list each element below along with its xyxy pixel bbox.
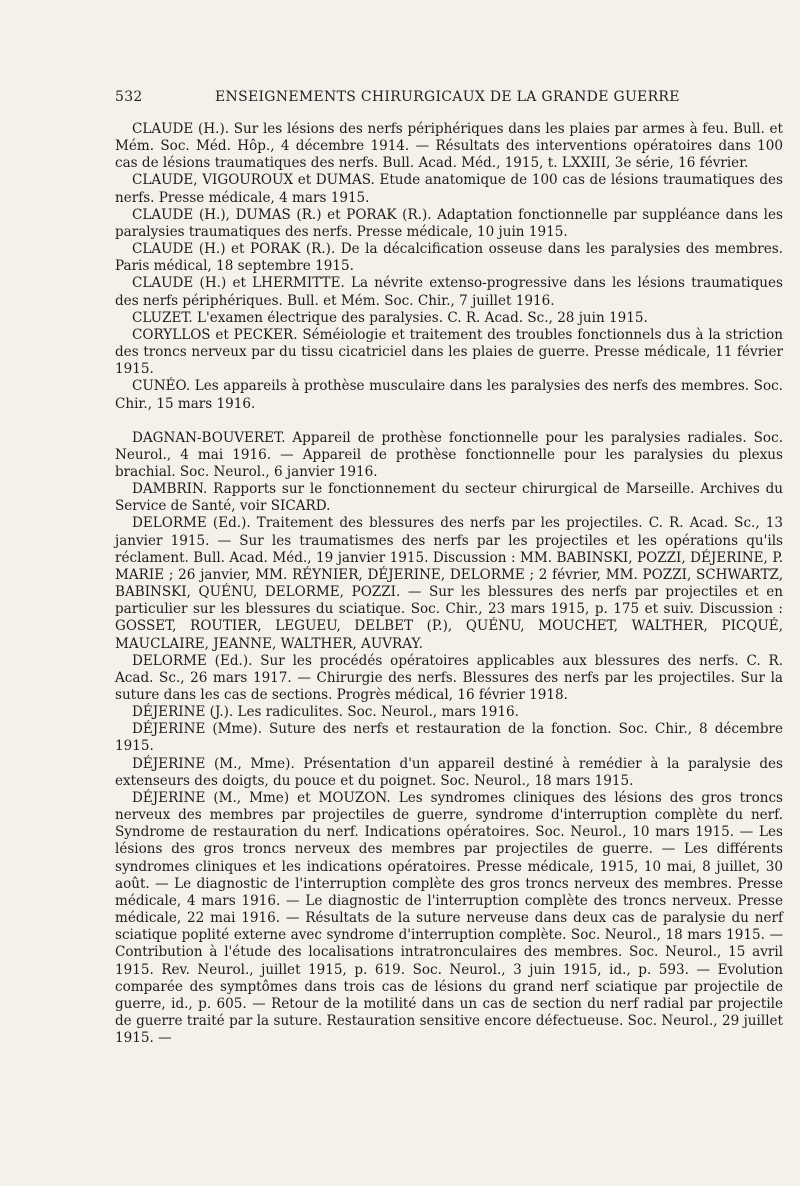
bibliography-entry: DÉJERINE (M., Mme). Présentation d'un appareil destiné à remédier à la paralysie des extenseurs des doigts, du pouce et du poignet. Soc. Neurol., 18 mars 1915. <box>115 755 783 789</box>
bibliography-entry: CLAUDE (H.) et LHERMITTE. La névrite extenso-progressive dans les lésions traumatiques des nerfs périphériques. Bull. et Mém. Soc. Chir., 7 juillet 1916. <box>115 275 783 309</box>
bibliography-entry: CLAUDE (H.), DUMAS (R.) et PORAK (R.). Adaptation fonctionnelle par suppléance dans les paralysies traumatiques des nerfs. Presse médicale, 10 juin 1915. <box>115 206 783 240</box>
bibliography-entry: CLAUDE, VIGOUROUX et DUMAS. Etude anatomique de 100 cas de lésions traumatiques des nerfs. Presse médicale, 4 mars 1915. <box>115 172 783 206</box>
bibliography-list <box>115 121 783 1047</box>
bibliography-entry: DÉJERINE (Mme). Suture des nerfs et restauration de la fonction. Soc. Chir., 8 décembre 1915. <box>115 721 783 755</box>
bibliography-entry: DELORME (Ed.). Traitement des blessures des nerfs par les projectiles. C. R. Acad. Sc., 13 janvier 1915. — Sur les traumatismes des nerfs par les projectiles et les opérations qu'ils réclament. Bull. Acad. Méd., 19 janvier 1915. Discussion : MM. BABINSKI, POZZI, DÉJERINE, P. MARIE ; 26 janvier, MM. RÉYNIER, DÉJERINE, DELORME ; 2 février, MM. POZZI, SCHWARTZ, BABINSKI, QUÉNU, DELORME, POZZI. — Sur les blessures des nerfs par projectiles et en particulier sur les blessures du sciatique. Soc. Chir., 23 mars 1915, p. 175 et suiv. Discussion : GOSSET, ROUTIER, LEGUEU, DELBET (P.), QUÉNU, MOUCHET, WALTHER, PICQUÉ, MAUCLAIRE, JEANNE, WALTHER, AUVRAY. <box>115 515 783 652</box>
bibliography-entry: CLAUDE (H.) et PORAK (R.). De la décalcification osseuse dans les paralysies des membres. Paris médical, 18 septembre 1915. <box>115 241 783 275</box>
bibliography-entry: CLAUDE (H.). Sur les lésions des nerfs périphériques dans les plaies par armes à feu. Bull. et Mém. Soc. Méd. Hôp., 4 décembre 1914. — Résultats des interventions opératoires dans 100 cas de lésions traumatiques des nerfs. Bull. Acad. Méd., 1915, t. LXXIII, 3e série, 16 février. <box>115 121 783 172</box>
bibliography-entry: CLUZET. L'examen électrique des paralysies. C. R. Acad. Sc., 28 juin 1915. <box>132 309 648 326</box>
bibliography-entry: DÉJERINE (J.). Les radiculites. Soc. Neurol., mars 1916. <box>132 704 519 721</box>
bibliography-entry: CUNÉO. Les appareils à prothèse musculaire dans les paralysies des nerfs des membres. Soc. Chir., 15 mars 1916. <box>115 378 783 412</box>
bibliography-entry: DELORME (Ed.). Sur les procédés opératoires applicables aux blessures des nerfs. C. R. Acad. Sc., 26 mars 1917. — Chirurgie des nerfs. Blessures des nerfs par les projectiles. Sur la suture dans les cas de sections. Progrès médical, 16 février 1918. <box>115 652 783 703</box>
bibliography-entry: DAMBRIN. Rapports sur le fonctionnement du secteur chirurgical de Marseille. Archives du Service de Santé, voir SICARD. <box>115 481 783 515</box>
page-number: 532 <box>115 89 143 105</box>
running-title: ENSEIGNEMENTS CHIRURGICAUX DE LA GRANDE GUERRE <box>215 89 680 105</box>
bibliography-entry: DÉJERINE (M., Mme) et MOUZON. Les syndromes cliniques des lésions des gros troncs nerveux des membres par projectiles de guerre, syndrome d'interruption complète du nerf. Syndrome de restauration du nerf. Indications opératoires. Soc. Neurol., 10 mars 1915. — Les lésions des gros troncs nerveux des membres par projectiles de guerre. — Les différents syndromes cliniques et les indications opératoires. Presse médicale, 1915, 10 mai, 8 juillet, 30 août. — Le diagnostic de l'interruption complète des gros troncs nerveux des membres. Presse médicale, 4 mars 1916. — Le diagnostic de l'interruption complète des troncs nerveux. Presse médicale, 22 mai 1916. — Résultats de la suture nerveuse dans deux cas de paralysie du nerf sciatique poplité externe avec syndrome d'interruption complète. Soc. Neurol., 18 mars 1915. — Contribution à l'étude des localisations intratronculaires des membres. Soc. Neurol., 15 avril 1915. Rev. Neurol., juillet 1915, p. 619. Soc. Neurol., 3 juin 1915, id., p. 593. — Evolution comparée des symptômes dans trois cas de lésions du grand nerf sciatique par projectile de guerre, id., p. 605. — Retour de la motilité dans un cas de section du nerf radial par projectile de guerre traité par la suture. Restauration sensitive encore défectueuse. Soc. Neurol., 29 juillet 1915. — <box>115 789 783 1047</box>
bibliography-entry: CORYLLOS et PECKER. Séméiologie et traitement des troubles fonctionnels dus à la striction des troncs nerveux par du tissu cicatriciel dans les plaies de guerre. Presse médicale, 11 février 1915. <box>115 326 783 378</box>
bibliography-entry: DAGNAN-BOUVERET. Appareil de prothèse fonctionnelle pour les paralysies radiales. Soc. Neurol., 4 mai 1916. — Appareil de prothèse fonctionnelle pour les paralysies du plexus brachial. Soc. Neurol., 6 janvier 1916. <box>115 429 783 480</box>
